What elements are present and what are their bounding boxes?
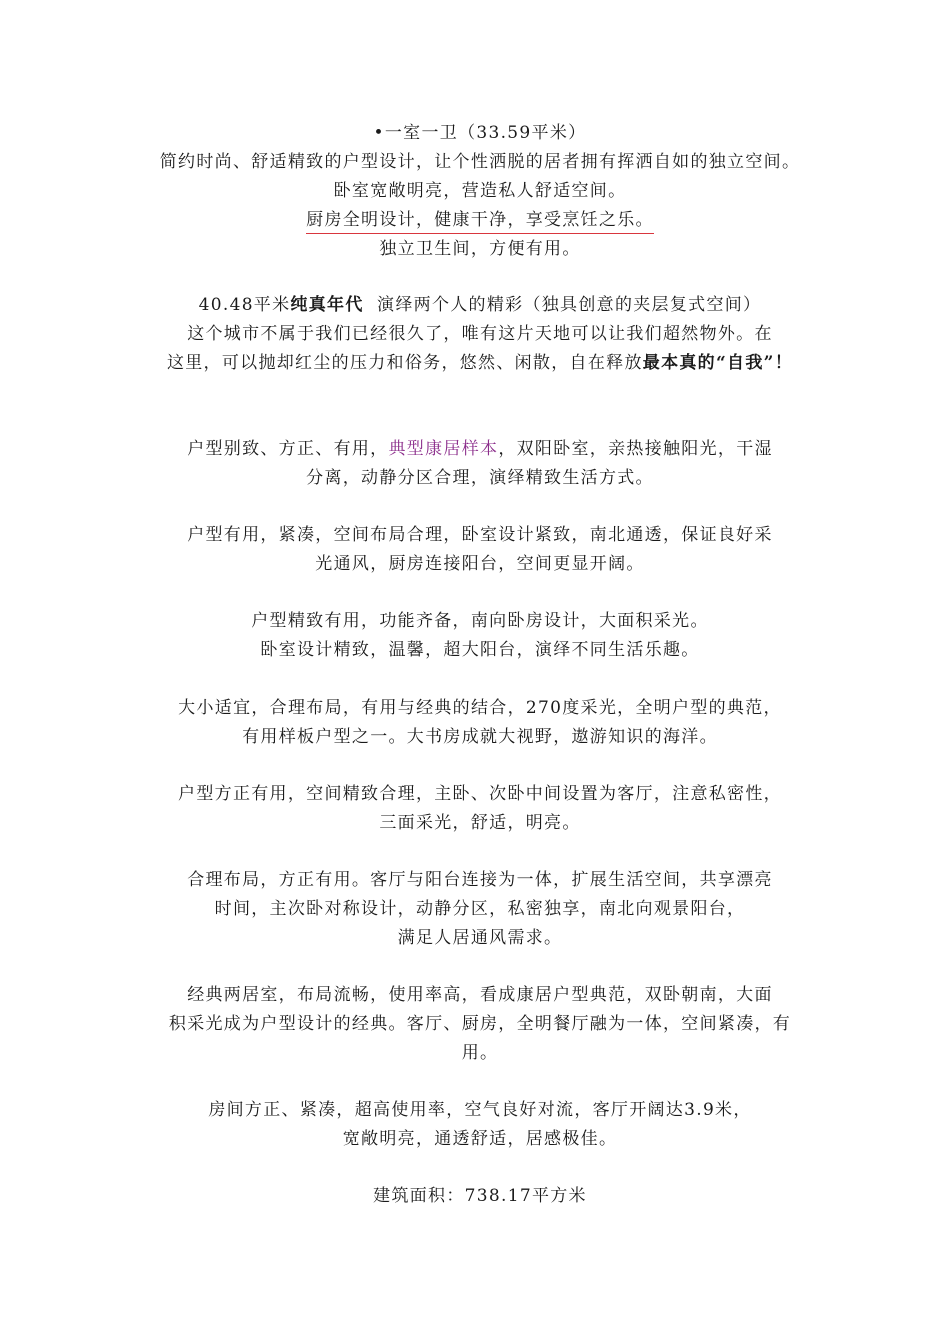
p6-line-3: 满足人居通风需求。 — [397, 928, 563, 948]
section2-line-1: 这个城市不属于我们已经很久了，唯有这片天地可以让我们超然物外。在 — [187, 324, 773, 344]
underlined-text: 厨房全明设计，健康干净，享受烹饪之乐。 — [306, 210, 654, 234]
p2-line-2: 光通风，厨房连接阳台，空间更显开阔。 — [315, 554, 645, 574]
section1-line-3 — [145, 208, 815, 232]
p6-line-1: 合理布局，方正有用。客厅与阳台连接为一体，扩展生活空间，共享漂亮 — [187, 870, 773, 890]
section1-line-2: 卧室宽敞明亮，营造私人舒适空间。 — [333, 181, 627, 201]
subtitle: 演绎两个人的精彩（独具创意的夹层复式空间） — [377, 295, 762, 315]
bold-phrase: 最本真的“自我”！ — [642, 353, 794, 373]
p7-line-3: 用。 — [461, 1043, 499, 1063]
p6-line-2: 时间，主次卧对称设计，动静分区，私密独享，南北向观景阳台， — [214, 899, 746, 919]
section2-line-2 — [145, 351, 815, 375]
p2-line-1: 户型有用，紧凑，空间布局合理，卧室设计紧致，南北通透，保证良好采 — [187, 525, 773, 545]
section1-line-1: 简约时尚、舒适精致的户型设计，让个性洒脱的居者拥有挥洒自如的独立空间。 — [159, 152, 801, 172]
p1-text-b: ，双阳卧室，亲热接触阳光，干湿 — [498, 439, 773, 459]
p8-line-2: 宽敞明亮，通透舒适，居感极佳。 — [342, 1129, 618, 1149]
p5-line-2: 三面采光，舒适，明亮。 — [379, 813, 581, 833]
p1-line-2: 分离，动静分区合理，演绎精致生活方式。 — [306, 468, 654, 488]
building-area: 建筑面积：738.17平方米 — [373, 1186, 587, 1206]
highlight-text: 典型康居样本 — [388, 439, 499, 459]
p1-line-1 — [145, 437, 815, 461]
p3-line-2: 卧室设计精致，温馨，超大阳台，演绎不同生活乐趣。 — [260, 640, 700, 660]
section1-heading: •一室一卫（33.59平米） — [373, 123, 587, 143]
p8-line-1: 房间方正、紧凑，超高使用率，空气良好对流，客厅开阔达3.9米， — [208, 1100, 752, 1120]
p7-line-2: 积采光成为户型设计的经典。客厅、厨房，全明餐厅融为一体，空间紧凑，有 — [168, 1014, 792, 1034]
area-text: 40.48平米 — [198, 295, 291, 315]
p5-line-1: 户型方正有用，空间精致合理，主卧、次卧中间设置为客厅，注意私密性， — [178, 784, 782, 804]
p4-line-2: 有用样板户型之一。大书房成就大视野，遨游知识的海洋。 — [242, 727, 718, 747]
section2-title-line — [145, 293, 815, 317]
p7-line-1: 经典两居室，布局流畅，使用率高，看成康居户型典范，双卧朝南，大面 — [187, 985, 773, 1005]
p3-line-1: 户型精致有用，功能齐备，南向卧房设计，大面积采光。 — [251, 611, 709, 631]
bold-title: 纯真年代 — [290, 295, 364, 315]
p4-line-1: 大小适宜，合理布局，有用与经典的结合，270度采光，全明户型的典范， — [178, 698, 782, 718]
section1-line-4: 独立卫生间，方便有用。 — [379, 239, 581, 259]
section2-line-2-text: 这里，可以抛却红尘的压力和俗务，悠然、闲散，自在释放 — [166, 353, 643, 373]
p1-text-a: 户型别致、方正、有用， — [187, 439, 389, 459]
